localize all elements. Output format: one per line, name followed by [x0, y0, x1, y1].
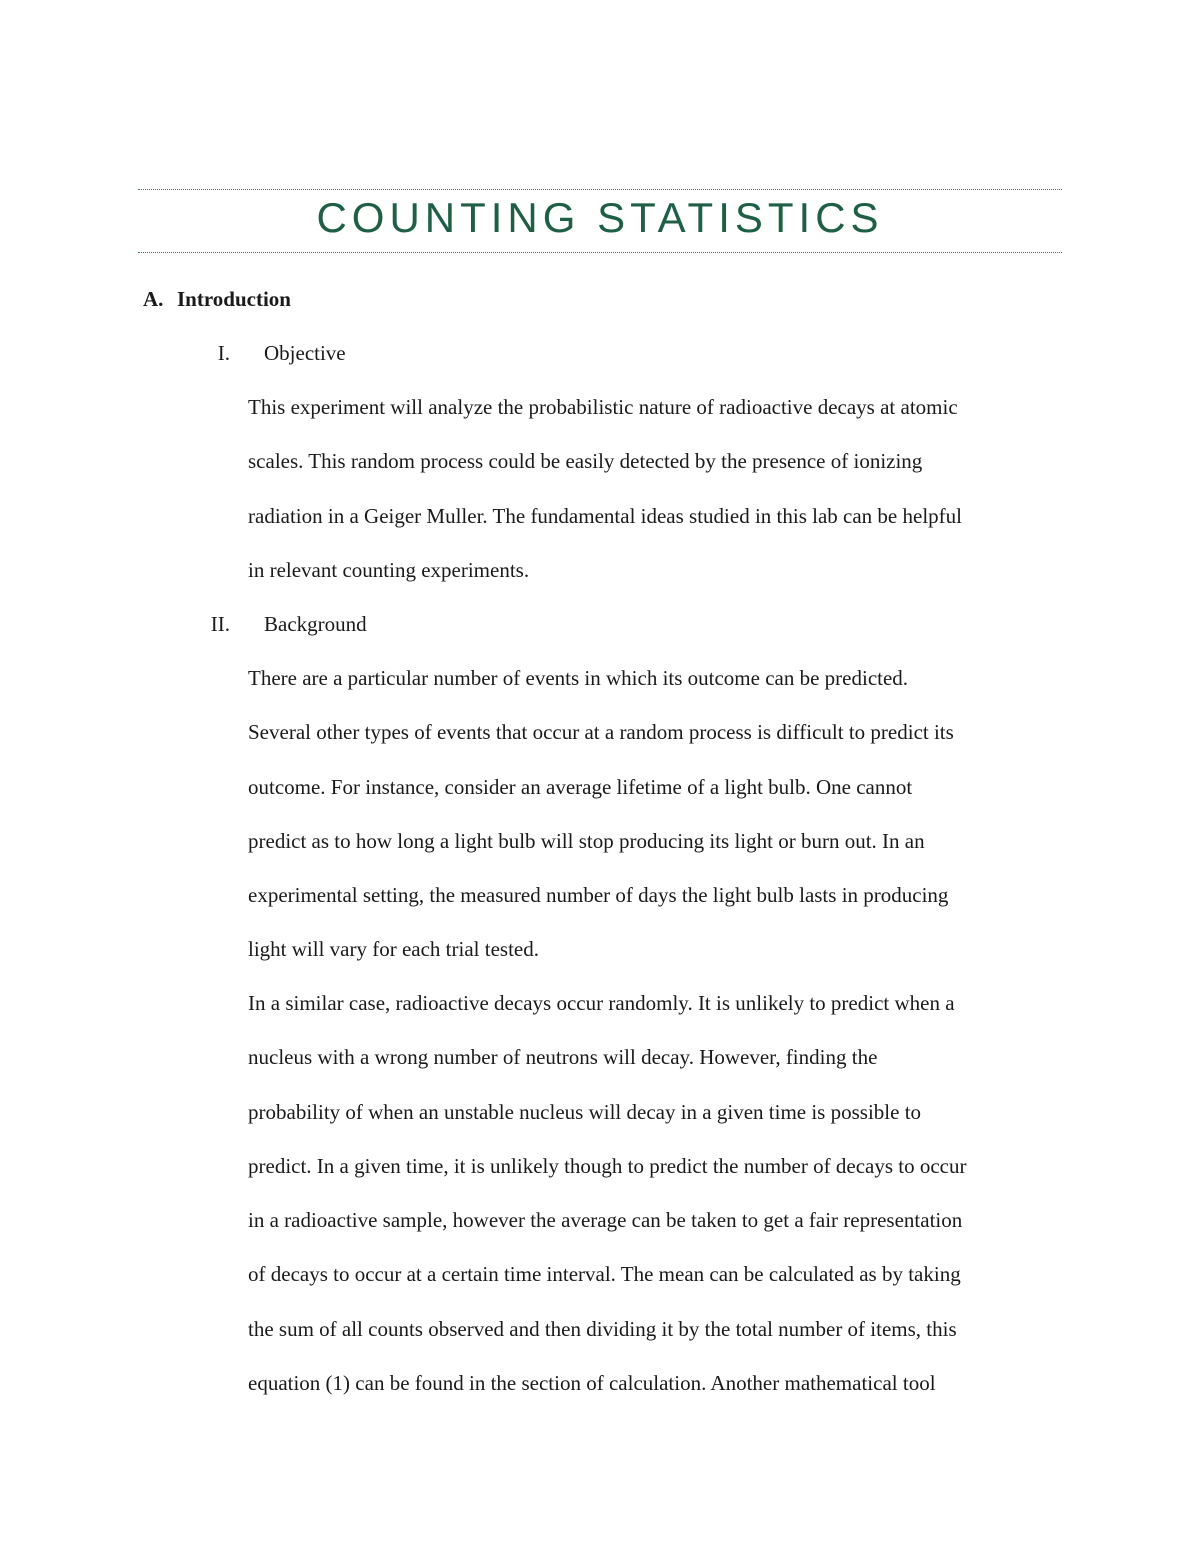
subsection-number: II.	[210, 612, 230, 636]
paragraph-line: predict as to how long a light bulb will stop producing its light or burn out. In an	[248, 828, 925, 853]
title-top-rule	[138, 189, 1062, 190]
paragraph-line: probability of when an unstable nucleus will decay in a given time is possible to	[248, 1099, 922, 1124]
paragraph-line: outcome. For instance, consider an average lifetime of a light bulb. One cannot	[248, 774, 913, 799]
subsection-title: Background	[264, 612, 367, 636]
paragraph-line: predict. In a given time, it is unlikely though to predict the number of decays to occur	[248, 1153, 967, 1178]
paragraph-line: the sum of all counts observed and then dividing it by the total number of items, this	[248, 1316, 957, 1341]
section-title: Introduction	[177, 287, 291, 311]
paragraph-line: scales. This random process could be easily detected by the presence of ionizing	[248, 449, 923, 474]
subsection-heading-background	[210, 611, 367, 637]
paragraph-line: Several other types of events that occur at a random process is difficult to predict its	[248, 720, 954, 745]
paragraph-line: in a radioactive sample, however the average can be taken to get a fair representation	[248, 1208, 963, 1233]
background-paragraph-2	[248, 976, 1062, 1410]
paragraph-line: This experiment will analyze the probabilistic nature of radioactive decays at atomic	[248, 395, 958, 419]
paragraph-line: experimental setting, the measured number of days the light bulb lasts in producing	[248, 883, 949, 908]
paragraph-line: There are a particular number of events in which its outcome can be predicted.	[248, 666, 909, 690]
paragraph-line: of decays to occur at a certain time interval. The mean can be calculated as by taking	[248, 1262, 961, 1287]
title-bottom-rule	[138, 252, 1062, 253]
paragraph-line: equation (1) can be found in the section of calculation. Another mathematical tool	[248, 1371, 936, 1396]
section-number: A.	[143, 287, 164, 311]
document-title: COUNTING STATISTICS	[316, 194, 884, 241]
paragraph-line: light will vary for each trial tested.	[248, 937, 539, 962]
subsection-title: Objective	[264, 341, 346, 365]
objective-paragraph	[248, 380, 1062, 597]
paragraph-line: nucleus with a wrong number of neutrons will decay. However, finding the	[248, 1045, 878, 1070]
paragraph-line: radiation in a Geiger Muller. The fundamental ideas studied in this lab can be helpful	[248, 503, 962, 528]
background-paragraph-1	[248, 651, 1062, 977]
subsection-heading-objective	[217, 340, 346, 366]
section-heading-introduction	[143, 286, 291, 312]
paragraph-line: In a similar case, radioactive decays occur randomly. It is unlikely to predict when a	[248, 991, 955, 1015]
subsection-number: I.	[217, 341, 230, 365]
paragraph-line: in relevant counting experiments.	[248, 557, 530, 582]
